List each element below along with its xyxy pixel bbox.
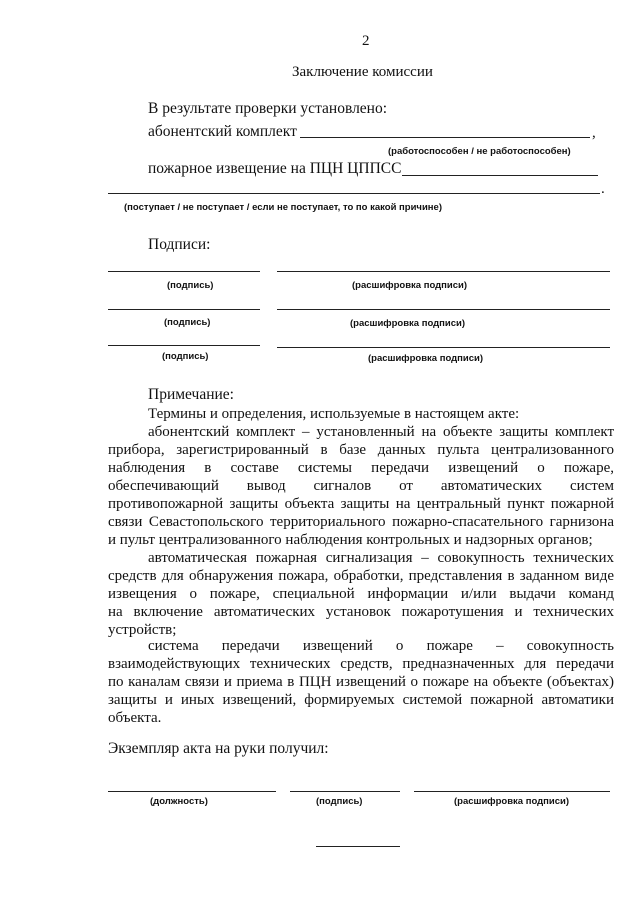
signature-line — [108, 271, 260, 272]
signature-decode-caption: (расшифровка подписи) — [352, 280, 468, 291]
definition-line: взаимодействующих технических средств, предназначенных для передачи — [108, 656, 614, 672]
definition-line: защиты и иных извещений, формируемых системой пожарной автоматики — [108, 692, 614, 708]
definition-line: абонентский комплект – установленный на объекте защиты комплект — [148, 424, 614, 440]
page-number: 2 — [362, 33, 370, 49]
receipt-label: Экземпляр акта на руки получил: — [108, 740, 329, 757]
definition-line: обеспечивающий вывод сигналов от автоматических систем — [108, 478, 614, 494]
subscriber-kit-caption: (работоспособен / не работоспособен) — [388, 146, 571, 157]
fire-notice-fill-line-2 — [108, 193, 600, 194]
page-title: Заключение комиссии — [292, 64, 433, 80]
receipt-decode-caption: (расшифровка подписи) — [454, 796, 570, 807]
signature-decode-line — [277, 347, 610, 348]
signature-line — [108, 345, 260, 346]
definition-line: извещения о пожаре, специальной информации и/или выдачи команд — [108, 586, 614, 602]
signature-decode-line — [277, 271, 610, 272]
fire-notice-end: . — [601, 181, 605, 197]
definition-line: на включение автоматических установок пожаротушения и технических — [108, 604, 614, 620]
signature-decode-caption: (расшифровка подписи) — [368, 353, 484, 364]
signature-caption: (подпись) — [167, 280, 214, 291]
definition-line: противопожарной защиты объекта защиты на центральный пункт пожарной — [108, 496, 614, 512]
signature-caption: (подпись) — [164, 317, 211, 328]
receipt-decode-line — [414, 791, 610, 792]
receipt-signature-line — [290, 791, 400, 792]
definition-line: связи Севастопольского территориального пожарно-спасательного гарнизона — [108, 514, 614, 530]
signature-decode-line — [277, 309, 610, 310]
note-label: Примечание: — [148, 386, 234, 403]
definition-line: прибора, зарегистрированный в базе данных пульта централизованного — [108, 442, 614, 458]
fire-notice-caption: (поступает / не поступает / если не поступает, то по какой причине) — [124, 202, 442, 213]
note-intro: Термины и определения, используемые в настоящем акте: — [148, 406, 520, 422]
signature-decode-caption: (расшифровка подписи) — [350, 318, 466, 329]
definition-line: объекта. — [108, 710, 162, 726]
definition-line: средств для обнаружения пожара, обработки, представления в заданном виде — [108, 568, 614, 584]
signature-caption: (подпись) — [162, 351, 209, 362]
subscriber-kit-label: абонентский комплект — [148, 123, 297, 140]
definition-line: устройств; — [108, 622, 177, 638]
definition-line: система передачи извещений о пожаре – совокупность — [148, 638, 614, 654]
receipt-signature-caption: (подпись) — [316, 796, 363, 807]
definition-line: наблюдения в составе системы передачи извещений о пожаре, — [108, 460, 614, 476]
subscriber-kit-fill-line — [300, 137, 590, 138]
receipt-position-line — [108, 791, 276, 792]
end-divider — [316, 846, 400, 847]
definition-line: и пульт централизованного наблюдения контрольных и надзорных органов; — [108, 532, 593, 548]
signature-line — [108, 309, 260, 310]
signatures-label: Подписи: — [148, 236, 211, 253]
fire-notice-fill-line-1 — [402, 175, 598, 176]
subscriber-kit-end: , — [592, 125, 596, 141]
definition-line: по каналам связи и приема в ПЦН извещений о пожаре на объекте (объектах) — [108, 674, 614, 690]
definition-line: автоматическая пожарная сигнализация – совокупность технических — [148, 550, 614, 566]
fire-notice-label: пожарное извещение на ПЦН ЦППСС — [148, 160, 402, 177]
intro-text: В результате проверки установлено: — [148, 100, 388, 117]
receipt-position-caption: (должность) — [150, 796, 208, 807]
